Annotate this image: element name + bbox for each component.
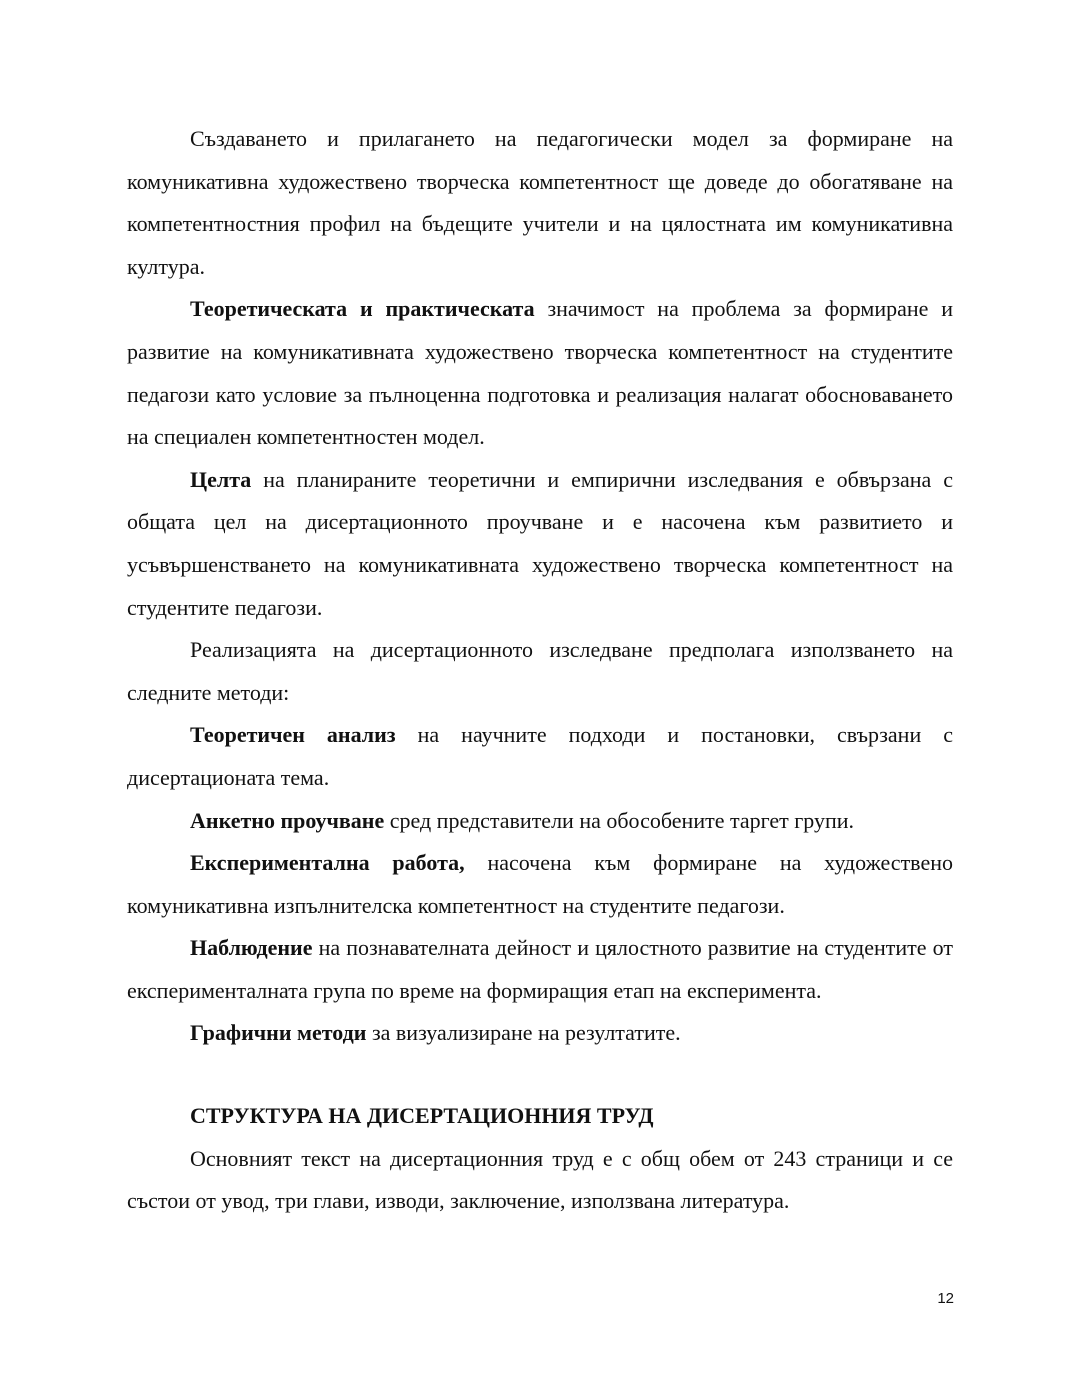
paragraph-goal	[127, 459, 953, 629]
paragraph-text: за визуализиране на резултатите.	[366, 1020, 681, 1046]
paragraph-structure: Основният текст на дисертационния труд е с общ обем от 243 страници и се състои от увод, три глави, изводи, заключение, използвана литература.	[127, 1145, 953, 1214]
paragraph-model-intro	[127, 118, 953, 288]
paragraph-method-observation	[127, 927, 953, 1012]
section-heading: СТРУКТУРА НА ДИСЕРТАЦИОННИЯ ТРУД	[190, 1103, 654, 1129]
paragraph-bold-lead: Целта	[190, 466, 252, 492]
paragraph-method-graphic	[127, 1012, 953, 1055]
paragraph-method-experiment	[127, 842, 953, 927]
paragraph-text: значимост на проблема за формиране и развитие на комуникативната художествено творческа компетентност на студентите педагози като условие за пълноценна подготовка и реализация налагат обосноваването на специален компетентностен модел.	[127, 296, 954, 450]
document-page	[127, 118, 953, 1223]
paragraph-bold-lead: Наблюдение	[190, 935, 313, 961]
paragraph-bold-lead: Анкетно проучване	[190, 807, 385, 833]
paragraph-bold-lead: Теоретичен анализ	[190, 722, 396, 748]
page-number: 12	[937, 1290, 954, 1307]
paragraph-text: на научните подходи и постановки, свързани с дисертационата тема.	[127, 722, 953, 790]
paragraph-text: сред представители на обособените таргет групи.	[384, 807, 855, 833]
paragraph-significance	[127, 288, 953, 458]
paragraph-text: насочена към формиране на художествено комуникативна изпълнителска компетентност на студентите педагози.	[127, 850, 953, 918]
paragraph-bold-lead: Експериментална работа,	[190, 850, 465, 876]
paragraph-bold-lead: Графични методи	[190, 1020, 367, 1046]
paragraph-text: на познавателната дейност и цялостното развитие на студентите от експерименталната група по време на формиращия етап на експеримента.	[127, 935, 953, 1003]
paragraph-text: Създаването и прилагането на педагогически модел за формиране на комуникативна художествено творческа компетентност ще доведе до обогатяване на компетентностния профил на бъдещите учители и на цялостната им комуникативна култура.	[127, 126, 953, 279]
paragraph-methods-intro	[127, 629, 953, 714]
paragraph-text: Реализацията на дисертационното изследване предполага използването на следните методи:	[127, 637, 953, 705]
paragraph-method-survey	[127, 800, 953, 843]
paragraph-text: на планираните теоретични и емпирични изследвания е обвързана с общата цел на дисертационното проучване и е насочена към развитието и усъвършенстването на комуникативната художествено творческа компетентност на студентите педагози.	[127, 466, 953, 620]
paragraph-bold-lead: Теоретическата и практическата	[190, 296, 535, 322]
paragraph-method-theory	[127, 714, 953, 799]
